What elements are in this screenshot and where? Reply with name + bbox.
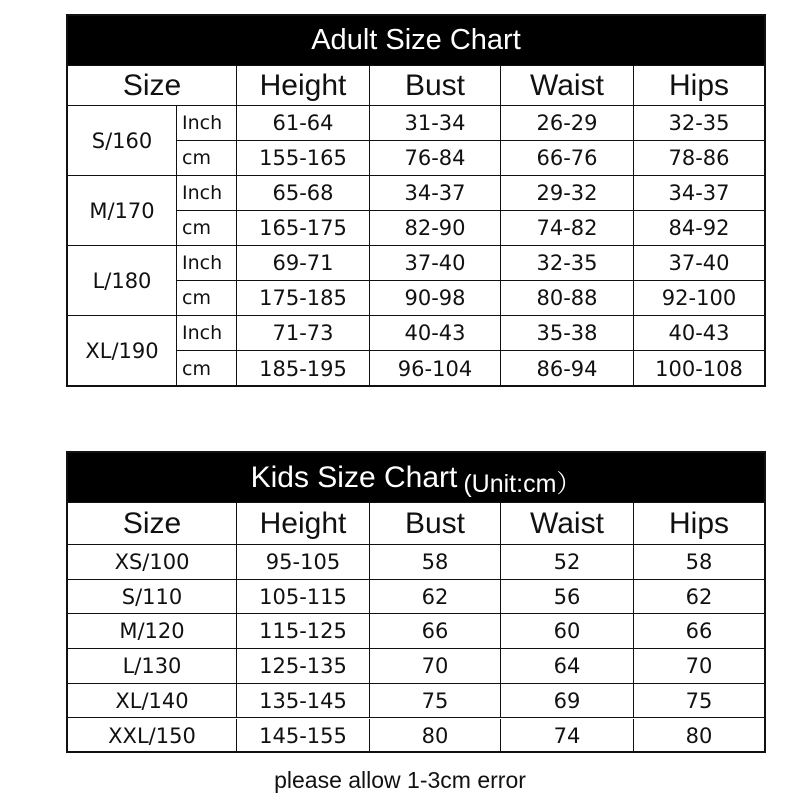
unit-label-cm: cm bbox=[177, 141, 237, 176]
adult-height-cm: 165-175 bbox=[237, 211, 370, 246]
unit-label-cm: cm bbox=[177, 211, 237, 246]
adult-waist-inch: 32-35 bbox=[501, 246, 634, 281]
adult-header-size: Size bbox=[68, 66, 237, 106]
kids-header-bust: Bust bbox=[370, 503, 501, 545]
kids-chart-unit-note: (Unit:cm） bbox=[463, 469, 582, 498]
kids-hips-cell: 58 bbox=[634, 545, 764, 580]
kids-hips-cell: 66 bbox=[634, 614, 764, 649]
adult-chart-title: Adult Size Chart bbox=[68, 16, 764, 66]
kids-header-waist: Waist bbox=[501, 503, 634, 545]
kids-header-size: Size bbox=[68, 503, 237, 545]
adult-bust-inch: 40-43 bbox=[370, 316, 501, 351]
adult-hips-inch: 32-35 bbox=[634, 106, 764, 141]
adult-bust-inch: 37-40 bbox=[370, 246, 501, 281]
kids-size-cell: M/120 bbox=[68, 614, 237, 649]
kids-size-cell: XL/140 bbox=[68, 684, 237, 719]
error-note: please allow 1-3cm error bbox=[274, 767, 526, 793]
adult-size-label: S/160 bbox=[68, 106, 177, 176]
kids-hips-cell: 75 bbox=[634, 684, 764, 719]
adult-bust-inch: 31-34 bbox=[370, 106, 501, 141]
kids-hips-cell: 70 bbox=[634, 649, 764, 684]
adult-bust-cm: 90-98 bbox=[370, 281, 501, 316]
adult-waist-cm: 74-82 bbox=[501, 211, 634, 246]
adult-waist-cm: 80-88 bbox=[501, 281, 634, 316]
kids-height-cell: 125-135 bbox=[237, 649, 370, 684]
kids-height-cell: 95-105 bbox=[237, 545, 370, 580]
adult-bust-inch: 34-37 bbox=[370, 176, 501, 211]
kids-size-chart bbox=[66, 451, 766, 753]
adult-size-label: M/170 bbox=[68, 176, 177, 246]
kids-height-cell: 115-125 bbox=[237, 614, 370, 649]
kids-chart-title-text: Kids Size Chart bbox=[250, 460, 458, 494]
kids-chart-title bbox=[68, 453, 764, 503]
adult-header-height: Height bbox=[237, 66, 370, 106]
kids-size-cell: XS/100 bbox=[68, 545, 237, 580]
adult-hips-cm: 84-92 bbox=[634, 211, 764, 246]
kids-bust-cell: 80 bbox=[370, 719, 501, 754]
adult-size-label: XL/190 bbox=[68, 316, 177, 386]
kids-bust-cell: 66 bbox=[370, 614, 501, 649]
adult-hips-cm: 100-108 bbox=[655, 356, 743, 381]
kids-waist-cell: 69 bbox=[501, 684, 634, 719]
kids-waist-cell: 52 bbox=[501, 545, 634, 580]
kids-hips-cell: 62 bbox=[634, 580, 764, 615]
adult-hips-cm: 92-100 bbox=[634, 281, 764, 316]
adult-height-cm: 155-165 bbox=[237, 141, 370, 176]
adult-waist-inch: 35-38 bbox=[501, 316, 634, 351]
adult-height-inch: 65-68 bbox=[237, 176, 370, 211]
kids-height-cell: 135-145 bbox=[237, 684, 370, 719]
adult-size-label: L/180 bbox=[68, 246, 177, 316]
adult-height-inch: 69-71 bbox=[237, 246, 370, 281]
adult-height-cm: 175-185 bbox=[237, 281, 370, 316]
kids-waist-cell: 64 bbox=[501, 649, 634, 684]
kids-waist-cell: 74 bbox=[501, 719, 634, 754]
adult-header-bust: Bust bbox=[370, 66, 501, 106]
unit-label-inch: Inch bbox=[177, 106, 237, 141]
adult-height-inch: 61-64 bbox=[237, 106, 370, 141]
adult-bust-cm: 96-104 bbox=[370, 351, 501, 386]
adult-header-hips: Hips bbox=[634, 66, 764, 106]
adult-hips-cm: 78-86 bbox=[634, 141, 764, 176]
adult-height-cm: 185-195 bbox=[237, 351, 370, 386]
adult-header-waist: Waist bbox=[501, 66, 634, 106]
kids-header-hips: Hips bbox=[634, 503, 764, 545]
adult-hips-inch: 34-37 bbox=[634, 176, 764, 211]
adult-waist-cm: 66-76 bbox=[501, 141, 634, 176]
kids-waist-cell: 60 bbox=[501, 614, 634, 649]
kids-bust-cell: 58 bbox=[370, 545, 501, 580]
adult-waist-inch: 26-29 bbox=[501, 106, 634, 141]
kids-size-cell: XXL/150 bbox=[68, 719, 237, 754]
kids-height-cell: 105-115 bbox=[237, 580, 370, 615]
kids-size-cell: S/110 bbox=[68, 580, 237, 615]
adult-hips-inch: 37-40 bbox=[634, 246, 764, 281]
unit-label-inch: Inch bbox=[177, 316, 237, 351]
kids-hips-cell: 80 bbox=[685, 723, 713, 748]
kids-height-cell: 145-155 bbox=[237, 719, 370, 754]
adult-bust-cm: 82-90 bbox=[370, 211, 501, 246]
kids-bust-cell: 70 bbox=[370, 649, 501, 684]
kids-size-cell: L/130 bbox=[68, 649, 237, 684]
unit-label-inch: Inch bbox=[177, 176, 237, 211]
kids-bust-cell: 75 bbox=[370, 684, 501, 719]
adult-bust-cm: 76-84 bbox=[370, 141, 501, 176]
kids-header-height: Height bbox=[237, 503, 370, 545]
kids-bust-cell: 62 bbox=[370, 580, 501, 615]
adult-hips-inch: 40-43 bbox=[634, 316, 764, 351]
unit-label-cm: cm bbox=[177, 351, 237, 386]
kids-waist-cell: 56 bbox=[501, 580, 634, 615]
adult-height-inch: 71-73 bbox=[237, 316, 370, 351]
adult-waist-inch: 29-32 bbox=[501, 176, 634, 211]
adult-waist-cm: 86-94 bbox=[501, 351, 634, 386]
adult-size-chart bbox=[66, 14, 766, 387]
unit-label-inch: Inch bbox=[177, 246, 237, 281]
unit-label-cm: cm bbox=[177, 281, 237, 316]
